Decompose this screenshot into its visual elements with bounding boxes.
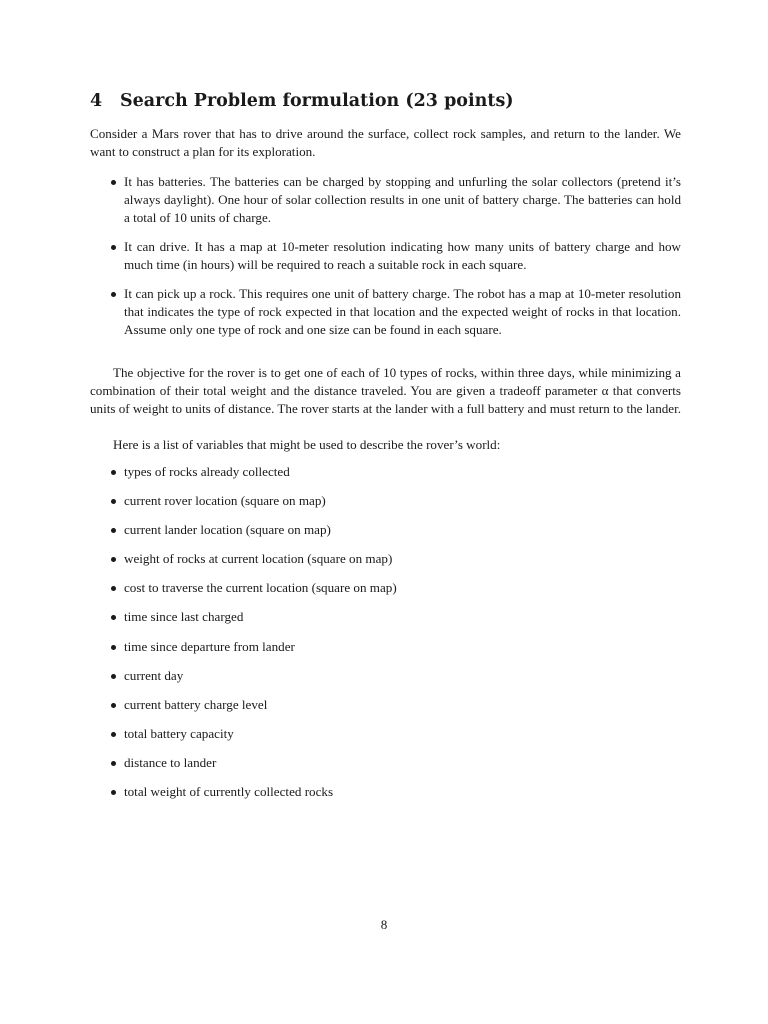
objective-paragraph: The objective for the rover is to get one of each of 10 types of rocks, within three days, while minimizing a combination of their total weight and the distance traveled. You are given a tradeoff parameter α that converts units of weight to units of distance. The rover starts at the lander with a full battery and must return to the lander.: [90, 365, 682, 416]
bullet-icon: [111, 703, 116, 708]
list-item: [90, 579, 681, 608]
capabilities-list: [90, 173, 681, 350]
list-item: [90, 492, 681, 521]
list-item: [90, 696, 681, 725]
list-item-text: current lander location (square on map): [124, 522, 331, 538]
bullet-icon: [111, 528, 116, 533]
list-item: [90, 608, 681, 637]
bullet-icon: [111, 615, 116, 620]
list-item: [90, 285, 681, 339]
list-item: [90, 783, 681, 812]
list-item-text: types of rocks already collected: [124, 464, 290, 479]
list-item-text: current day: [124, 667, 184, 683]
section-heading: [90, 89, 514, 113]
list-item-text: time since last charged: [124, 609, 244, 625]
list-item-text: It can drive. It has a map at 10-meter resolution indicating how many units of battery charge and how much time (in hours) will be required to reach a suitable rock in each square.: [124, 239, 681, 272]
bullet-icon: [111, 790, 116, 795]
list-item: [90, 754, 681, 783]
list-item-text: current battery charge level: [124, 696, 268, 712]
bullet-icon: [111, 732, 116, 737]
list-item-text: time since departure from lander: [124, 638, 295, 654]
list-item: [90, 638, 681, 667]
variables-list: [90, 463, 681, 812]
list-item-text: It can pick up a rock. This requires one unit of battery charge. The robot has a map at 10-meter resolution that indicates the type of rock expected in that location and the expected weight of rocks in that location. Assume only one type of rock and one size can be found in each square.: [124, 286, 681, 337]
list-item-text: current rover location (square on map): [124, 493, 326, 509]
section-title: Search Problem formulation (23 points): [120, 91, 514, 111]
list-item: [90, 521, 681, 550]
variables-intro: Here is a list of variables that might be used to describe the rover’s world:: [113, 437, 501, 452]
bullet-icon: [111, 674, 116, 679]
section-number: 4: [90, 91, 103, 111]
list-item: [90, 550, 681, 579]
bullet-icon: [111, 470, 116, 475]
list-item: [90, 725, 681, 754]
bullet-icon: [111, 499, 116, 504]
bullet-icon: [111, 292, 116, 297]
list-item: [90, 238, 681, 274]
bullet-icon: [111, 557, 116, 562]
list-item-text: total weight of currently collected rocks: [124, 784, 334, 800]
bullet-icon: [111, 761, 116, 766]
list-item: [90, 463, 681, 492]
list-item-text: It has batteries. The batteries can be charged by stopping and unfurling the solar collectors (pretend it’s always daylight). One hour of solar collection results in one unit of battery charge. The batteries can hold a total of 10 units of charge.: [124, 174, 681, 225]
bullet-icon: [111, 645, 116, 650]
list-item-text: total battery capacity: [124, 725, 234, 741]
page-number: 8: [380, 917, 388, 932]
intro-paragraph: Consider a Mars rover that has to drive around the surface, collect rock samples, and return to the lander. We want to construct a plan for its exploration.: [90, 126, 681, 159]
bullet-icon: [111, 586, 116, 591]
list-item-text: cost to traverse the current location (square on map): [124, 580, 397, 596]
list-item: [90, 667, 681, 696]
bullet-icon: [111, 180, 116, 185]
bullet-icon: [111, 245, 116, 250]
list-item-text: distance to lander: [124, 754, 217, 770]
list-item: [90, 173, 681, 227]
list-item-text: weight of rocks at current location (square on map): [124, 551, 393, 567]
